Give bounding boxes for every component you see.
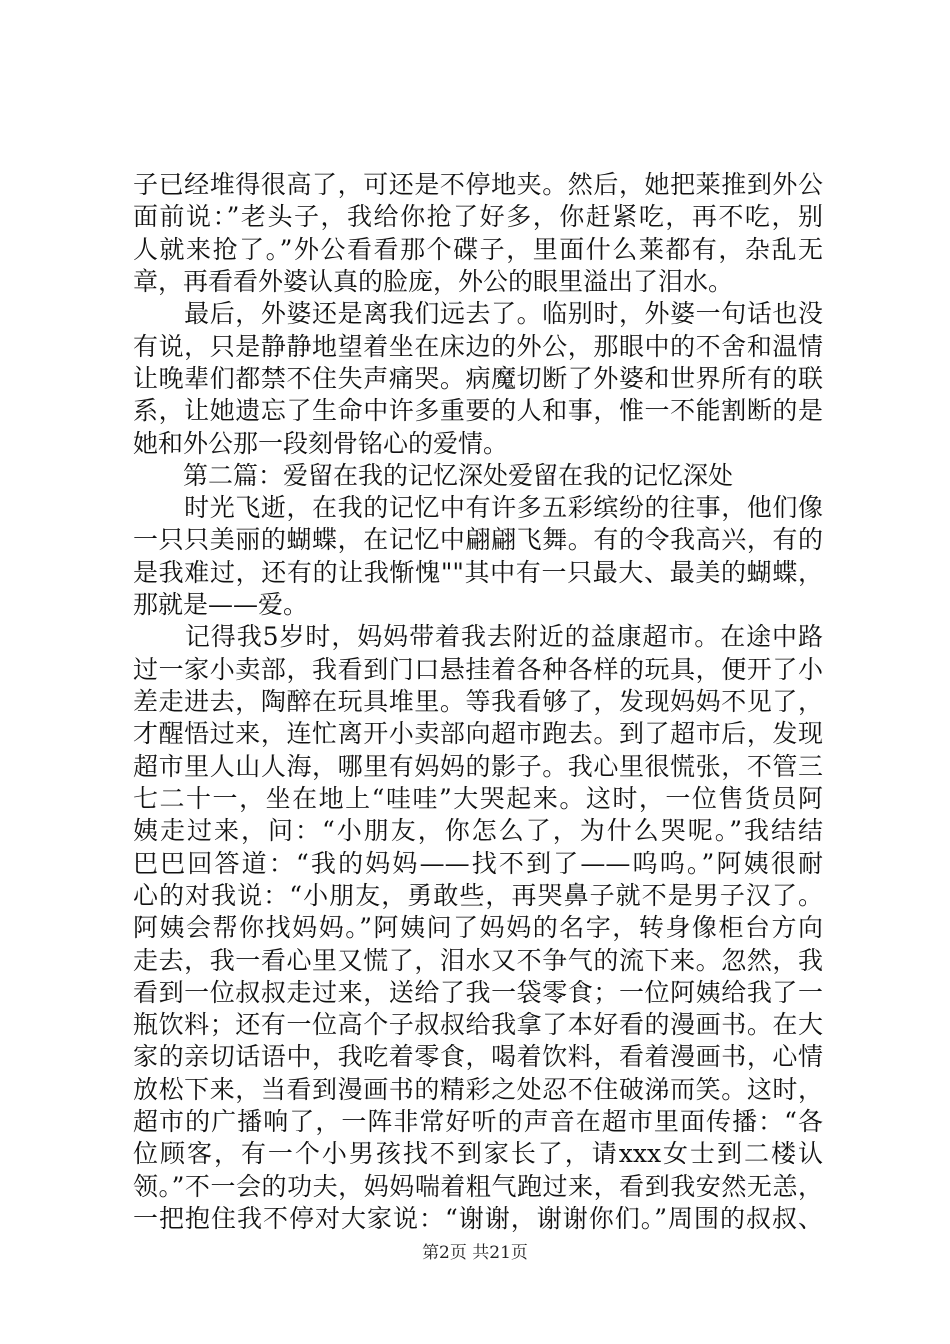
text-line: 领。”不一会的功夫，妈妈喘着粗气跑过来，看到我安然无恙， — [133, 1171, 823, 1201]
text-line: 放松下来，当看到漫画书的精彩之处忍不住破涕而笑。这时， — [133, 1074, 823, 1104]
text-line: 记得我5岁时，妈妈带着我去附近的益康超市。在途中路 — [133, 622, 823, 652]
text-line: 瓶饮料；还有一位高个子叔叔给我拿了本好看的漫画书。在大 — [133, 1010, 823, 1040]
text-line: 家的亲切话语中，我吃着零食，喝着饮料，看着漫画书，心情 — [133, 1042, 823, 1072]
text-line: 看到一位叔叔走过来，送给了我一袋零食；一位阿姨给我了一 — [133, 977, 823, 1007]
text-line: 走去，我一看心里又慌了，泪水又不争气的流下来。忽然，我 — [133, 945, 823, 975]
text-line: 超市的广播响了，一阵非常好听的声音在超市里面传播：“各 — [133, 1107, 823, 1137]
text-line: 才醒悟过来，连忙离开小卖部向超市跑去。到了超市后，发现 — [133, 719, 823, 749]
text-line: 最后，外婆还是离我们远去了。临别时，外婆一句话也没 — [133, 299, 823, 329]
text-line: 一把抱住我不停对大家说：“谢谢，谢谢你们。”周围的叔叔、 — [133, 1204, 823, 1233]
text-line: 人就来抢了。”外公看看那个碟子，里面什么莱都有，杂乱无 — [133, 234, 823, 264]
text-line: 章，再看看外婆认真的脸庞，外公的眼里溢出了泪水。 — [133, 266, 734, 296]
page-number-footer: 第2页 共21页 — [422, 1243, 528, 1263]
text-line: 心的对我说：“小朋友，勇敢些，再哭鼻子就不是男子汉了。 — [133, 880, 823, 910]
text-line: 系，让她遗忘了生命中许多重要的人和事，惟一不能割断的是 — [133, 396, 823, 426]
text-line: 超市里人山人海，哪里有妈妈的影子。我心里很慌张，不管三 — [133, 751, 823, 781]
text-line: 阿姨会帮你找妈妈。”阿姨问了妈妈的名字，转身像柜台方向 — [133, 913, 823, 943]
text-line: 姨走过来，问：“小朋友，你怎么了，为什么哭呢。”我结结 — [133, 816, 823, 846]
text-line: 巴巴回答道：“我的妈妈——找不到了——呜呜。”阿姨很耐 — [133, 848, 823, 878]
text-line: 七二十一，坐在地上“哇哇”大哭起来。这时，一位售货员阿 — [133, 783, 823, 813]
text-line: 子已经堆得很高了，可还是不停地夹。然后，她把莱推到外公 — [133, 170, 823, 199]
text-line: 位顾客，有一个小男孩找不到家长了，请xxx女士到二楼认 — [133, 1139, 823, 1169]
text-line: 有说，只是静静地望着坐在床边的外公，那眼中的不舍和温情 — [133, 331, 823, 361]
text-line: 她和外公那一段刻骨铭心的爱情。 — [133, 428, 509, 458]
text-line: 一只只美丽的蝴蝶，在记忆中翩翩飞舞。有的令我高兴，有的 — [133, 525, 823, 555]
text-line: 过一家小卖部，我看到门口悬挂着各种各样的玩具，便开了小 — [133, 654, 823, 684]
text-line: 时光飞逝，在我的记忆中有许多五彩缤纷的往事，他们像 — [133, 493, 823, 523]
text-line: 是我难过，还有的让我惭愧""其中有一只最大、最美的蝴蝶， — [133, 557, 823, 587]
section-heading: 第二篇：爱留在我的记忆深处爱留在我的记忆深处 — [133, 460, 734, 490]
text-line: 面前说：”老头子，我给你抢了好多，你赶紧吃，再不吃，别 — [133, 202, 823, 232]
text-line: 差走进去，陶醉在玩具堆里。等我看够了，发现妈妈不见了， — [133, 687, 823, 716]
text-line: 那就是——爱。 — [133, 590, 309, 620]
text-line: 让晚辈们都禁不住失声痛哭。病魔切断了外婆和世界所有的联 — [133, 363, 823, 393]
